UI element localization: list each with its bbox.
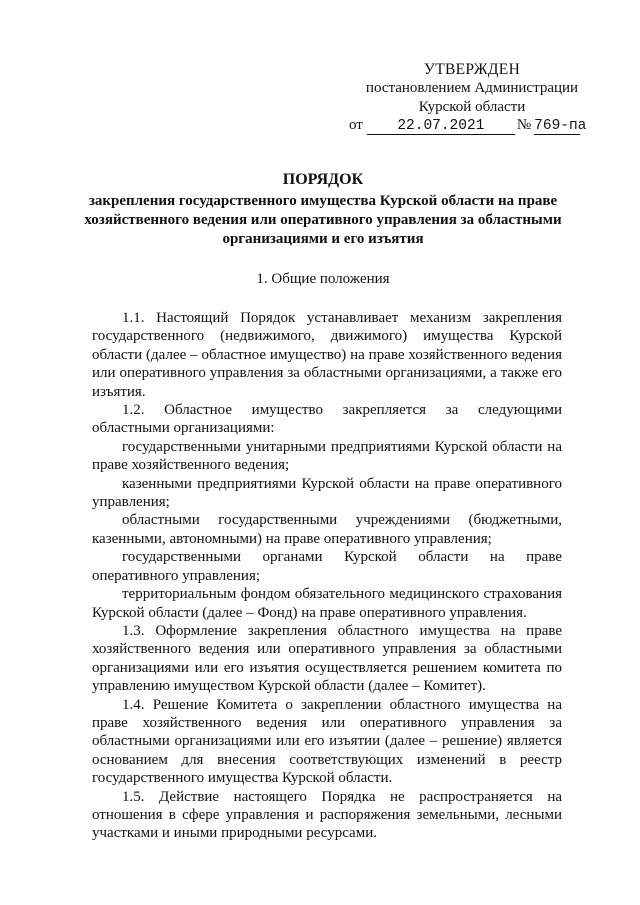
- paragraph-1-1: 1.1. Настоящий Порядок устанавливает механизм закрепления государственного (недвижимого, движимого) имущества Курской области (далее – областное имущество) на праве хозяйственного ведения или оперативного управления за областными организациями, а также его изъятия.: [92, 310, 562, 400]
- document-title-block: [84, 170, 562, 249]
- paragraph-list-item: казенными предприятиями Курской области на праве оперативного управления;: [92, 475, 562, 511]
- number-label: №: [516, 117, 532, 133]
- approved-label: УТВЕРЖДЕН: [423, 61, 521, 78]
- approval-stamp: [352, 60, 592, 117]
- approval-line-1: постановлением Администрации: [365, 80, 579, 96]
- paragraph-1-5: 1.5. Действие настоящего Порядка не распространяется на отношения в сфере управления и распоряжения земельными, лесными участками и иными природными ресурсами.: [92, 788, 562, 842]
- paragraph-1-2: 1.2. Областное имущество закрепляется за следующими областными организациями:: [92, 402, 562, 437]
- paragraph-list-item: областными государственными учреждениями (бюджетными, казенными, автономными) на праве оперативного управления;: [92, 512, 562, 547]
- paragraph-list-item: территориальным фондом обязательного медицинского страхования Курской области (далее – Фонд) на праве оперативного управления.: [92, 586, 562, 621]
- approval-line-2: Курской области: [418, 99, 526, 115]
- section-body: [92, 309, 562, 843]
- approval-date: 22.07.2021: [367, 118, 515, 135]
- approval-number: 769-па: [534, 118, 587, 134]
- document-title: ПОРЯДОК: [282, 171, 364, 188]
- document-subtitle: закрепления государственного имущества Курской области на праве хозяйственного ведения или оперативного управления за областными организациями и его изъятия: [84, 193, 562, 247]
- paragraph-1-4: 1.4. Решение Комитета о закреплении областного имущества на праве хозяйственного ведения или оперативного управления за областными организациями или его изъятии (далее – решение) является основанием для внесения соответствующих изменений в реестр государственного имущества Курской области.: [92, 696, 562, 787]
- paragraph-list-item: государственными органами Курской области на праве оперативного управления;: [92, 549, 562, 584]
- approval-dateline: [349, 116, 599, 135]
- paragraph-list-item: государственными унитарными предприятиями Курской области на праве хозяйственного ведения;: [92, 438, 562, 474]
- paragraph-1-3: 1.3. Оформление закрепления областного имущества на праве хозяйственного ведения или оперативного управления за областными организациями или его изъятия осуществляется решением комитета по управлению имуществом Курской области (далее – Комитет).: [92, 622, 562, 695]
- section-heading: 1. Общие положения: [256, 271, 390, 287]
- from-label: от: [349, 117, 363, 133]
